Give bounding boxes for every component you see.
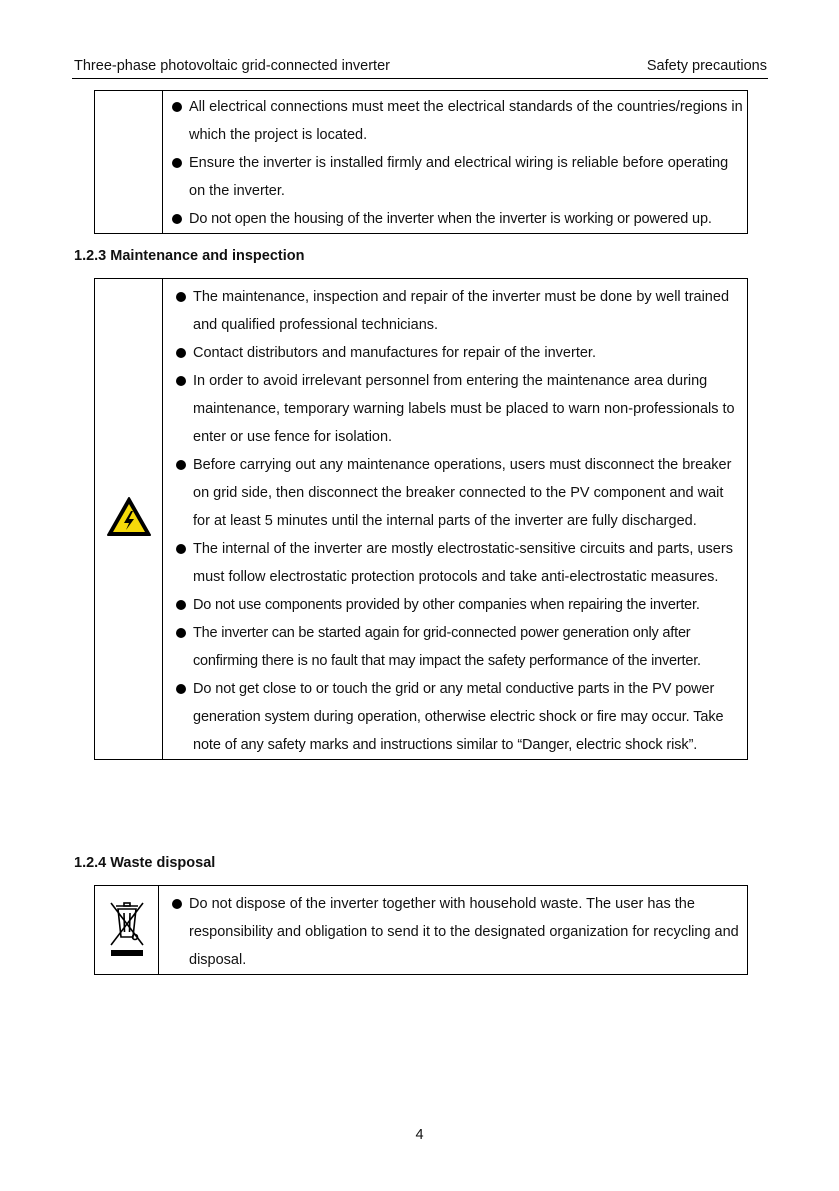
list-item: Do not get close to or touch the grid or any metal conductive parts in the PV power generation system during operation, otherwise electric shock or fire may occur. Take note of any safety marks and instructions similar to “Danger, electric shock risk”. [176,675,743,759]
header-section-title: Safety precautions [646,58,767,74]
crossed-out-wheelie-bin-icon [107,900,147,961]
list-item: Do not open the housing of the inverter when the inverter is working or powered up. [172,205,743,233]
top-box-text-cell [163,91,748,234]
list-item: Before carrying out any maintenance operations, users must disconnect the breaker on grid side, then disconnect the breaker connected to the PV component and wait for at least 5 minutes until the internal parts of the inverter are fully discharged. [176,451,743,535]
list-item: Do not dispose of the inverter together with household waste. The user has the responsibility and obligation to send it to the designated organization for recycling and disposal. [172,890,743,974]
list-item: Ensure the inverter is installed firmly and electrical wiring is reliable before operating on the inverter. [172,149,743,205]
waste-text-cell [159,886,748,975]
list-item: All electrical connections must meet the electrical standards of the countries/regions in which the project is located. [172,93,743,149]
waste-list [172,890,743,974]
list-item: The maintenance, inspection and repair of the inverter must be done by well trained and qualified professional technicians. [176,283,743,339]
waste-icon-cell [95,886,159,975]
maintenance-text-cell [163,279,748,760]
header-rule [72,78,768,79]
maintenance-box [94,278,748,760]
list-item: The inverter can be started again for grid-connected power generation only after confirming there is no fault that may impact the safety performance of the inverter. [176,619,743,675]
maintenance-list [176,283,743,759]
top-box-list [172,93,743,233]
list-item: Contact distributors and manufactures for repair of the inverter. [176,339,743,367]
page-number: 4 [415,1127,424,1143]
list-item: Do not use components provided by other companies when repairing the inverter. [176,591,743,619]
list-item: The internal of the inverter are mostly electrostatic-sensitive circuits and parts, users must follow electrostatic protection protocols and take anti-electrostatic measures. [176,535,743,591]
top-box-icon-cell [95,91,163,234]
high-voltage-warning-icon [106,496,152,543]
waste-box [94,885,748,975]
list-item: In order to avoid irrelevant personnel from entering the maintenance area during maintenance, temporary warning labels must be placed to warn non-professionals to enter or use fence for isolation. [176,367,743,451]
section-heading-waste: 1.2.4 Waste disposal [74,855,216,871]
section-heading-maintenance: 1.2.3 Maintenance and inspection [74,248,305,264]
maintenance-icon-cell [95,279,163,760]
top-safety-box [94,90,748,234]
header-document-title: Three-phase photovoltaic grid-connected inverter [74,58,390,74]
